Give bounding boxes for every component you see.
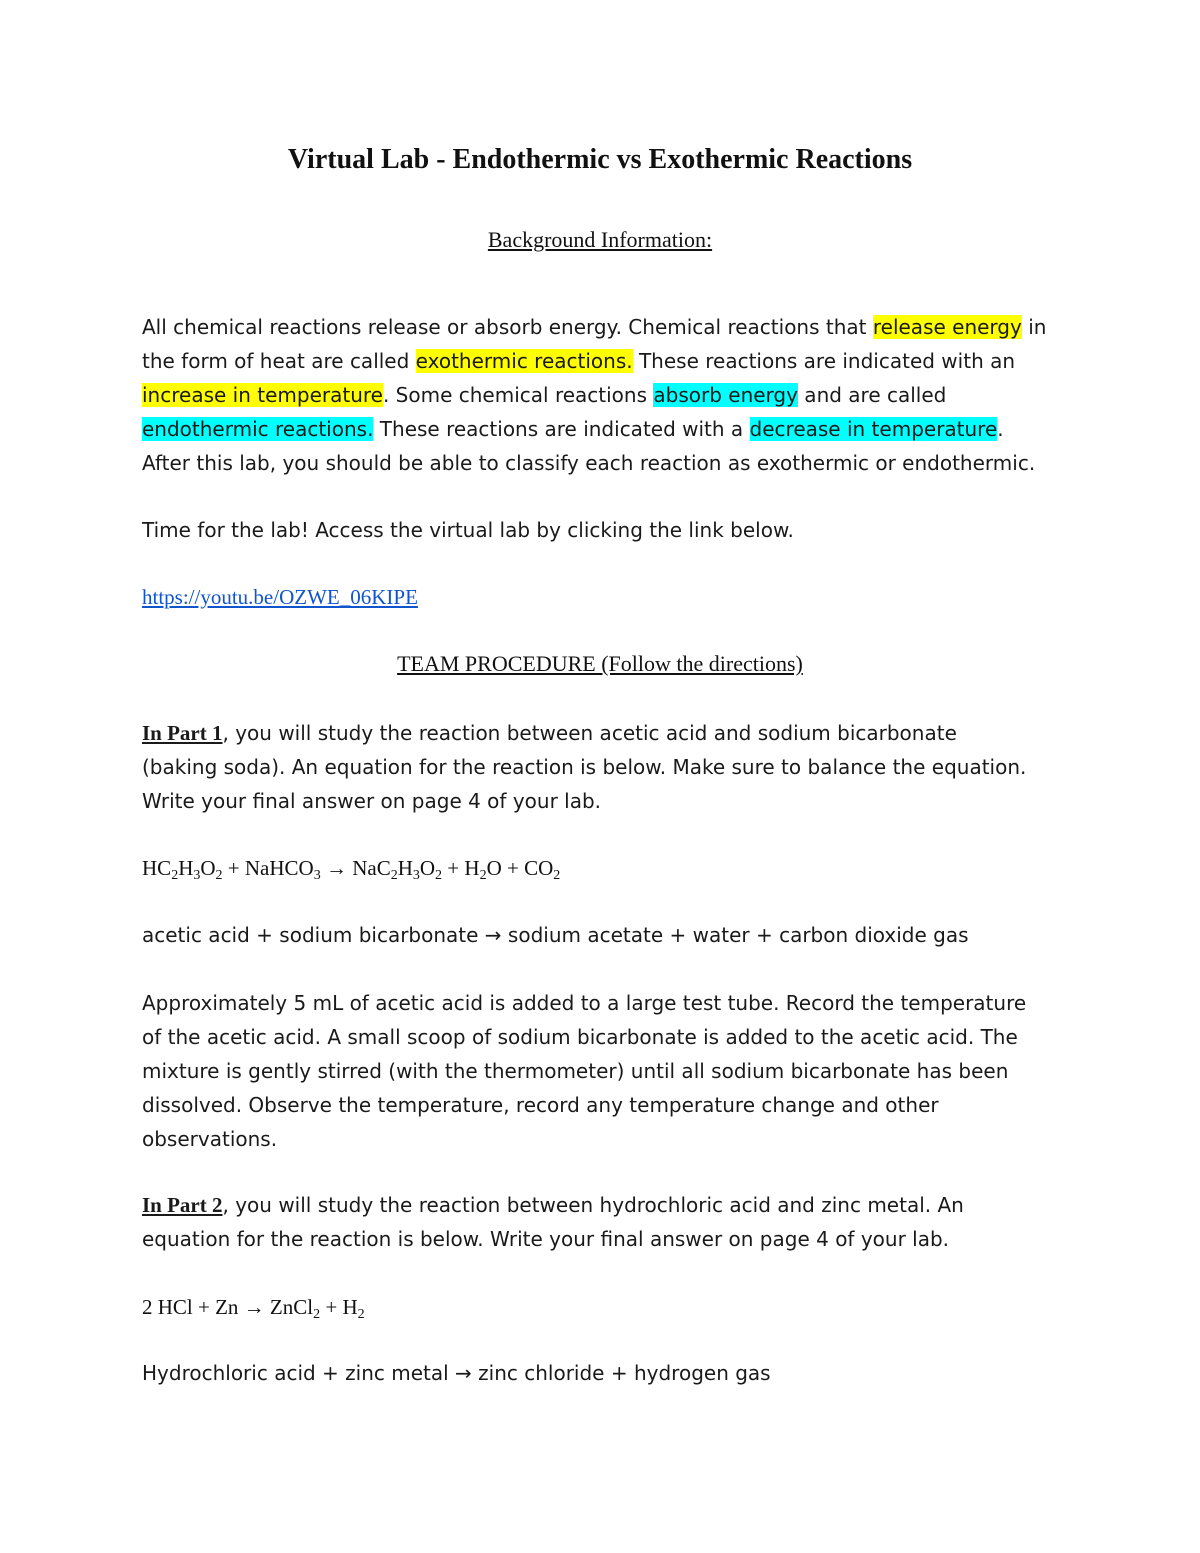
- background-line-5: After this lab, you should be able to classify each reaction as exothermic or endothermic.: [142, 451, 1036, 475]
- highlight-absorb-energy: absorb energy: [653, 383, 798, 407]
- background-line-3: increase in temperature. Some chemical reactions absorb energy and are called: [142, 383, 947, 407]
- highlight-increase-temperature: increase in temperature: [142, 383, 383, 407]
- part2-paragraph: In Part 2, you will study the reaction between hydrochloric acid and zinc metal. An equation for the reaction is below. Write your final answer on page 4 of your lab.: [142, 1193, 964, 1251]
- virtual-lab-link[interactable]: https://youtu.be/OZWE_06KIPE: [142, 585, 418, 609]
- highlight-release-energy: release energy: [872, 315, 1022, 339]
- part2-chemical-equation: 2 HCl + Zn → ZnCl$_2$ + $H_2$: [142, 1295, 365, 1322]
- part1-word-equation: acetic acid + sodium bicarbonate → sodium acetate + water + carbon dioxide gas: [142, 923, 969, 947]
- background-heading: Background Information:: [487, 227, 713, 252]
- part1-label: In Part 1: [142, 721, 223, 745]
- part2-label: In Part 2: [142, 1193, 223, 1217]
- background-paragraph: [142, 310, 1072, 480]
- part1-paragraph: In Part 1, you will study the reaction between acetic acid and sodium bicarbonate (baking soda). An equation for the reaction is below. Make sure to balance the equation. Write your final answer on page 4 of your lab.: [142, 721, 1027, 813]
- background-line-1: All chemical reactions release or absorb energy. Chemical reactions that release energy in: [142, 315, 1047, 339]
- highlight-decrease-temperature: decrease in temperature: [749, 417, 998, 441]
- background-line-2: the form of heat are called exothermic reactions. These reactions are indicated with an: [142, 349, 1016, 373]
- page-title: Virtual Lab - Endothermic vs Exothermic Reactions: [287, 144, 913, 175]
- part1-description: Approximately 5 mL of acetic acid is added to a large test tube. Record the temperature of the acetic acid. A small scoop of sodium bicarbonate is added to the acetic acid. The mixture is gently stirred (with the thermometer) until all sodium bicarbonate has been dissolved. Observe the temperature, record any temperature change and other observations.: [142, 991, 1027, 1151]
- part2-word-equation: Hydrochloric acid + zinc metal → zinc chloride + hydrogen gas: [142, 1361, 771, 1385]
- part1-chemical-equation: $HC_2H_3O_2$ + NaHCO$_3$ → $NaC_2H_3O_2 + H_2O + CO_2$: [142, 856, 561, 883]
- lab-intro: Time for the lab! Access the virtual lab by clicking the link below.: [142, 518, 794, 542]
- highlight-exothermic-reactions: exothermic reactions.: [415, 349, 633, 373]
- procedure-heading: TEAM PROCEDURE (Follow the directions): [397, 651, 803, 676]
- highlight-endothermic-reactions: endothermic reactions.: [142, 417, 374, 441]
- background-line-4: endothermic reactions. These reactions are indicated with a decrease in temperature.: [142, 417, 1004, 441]
